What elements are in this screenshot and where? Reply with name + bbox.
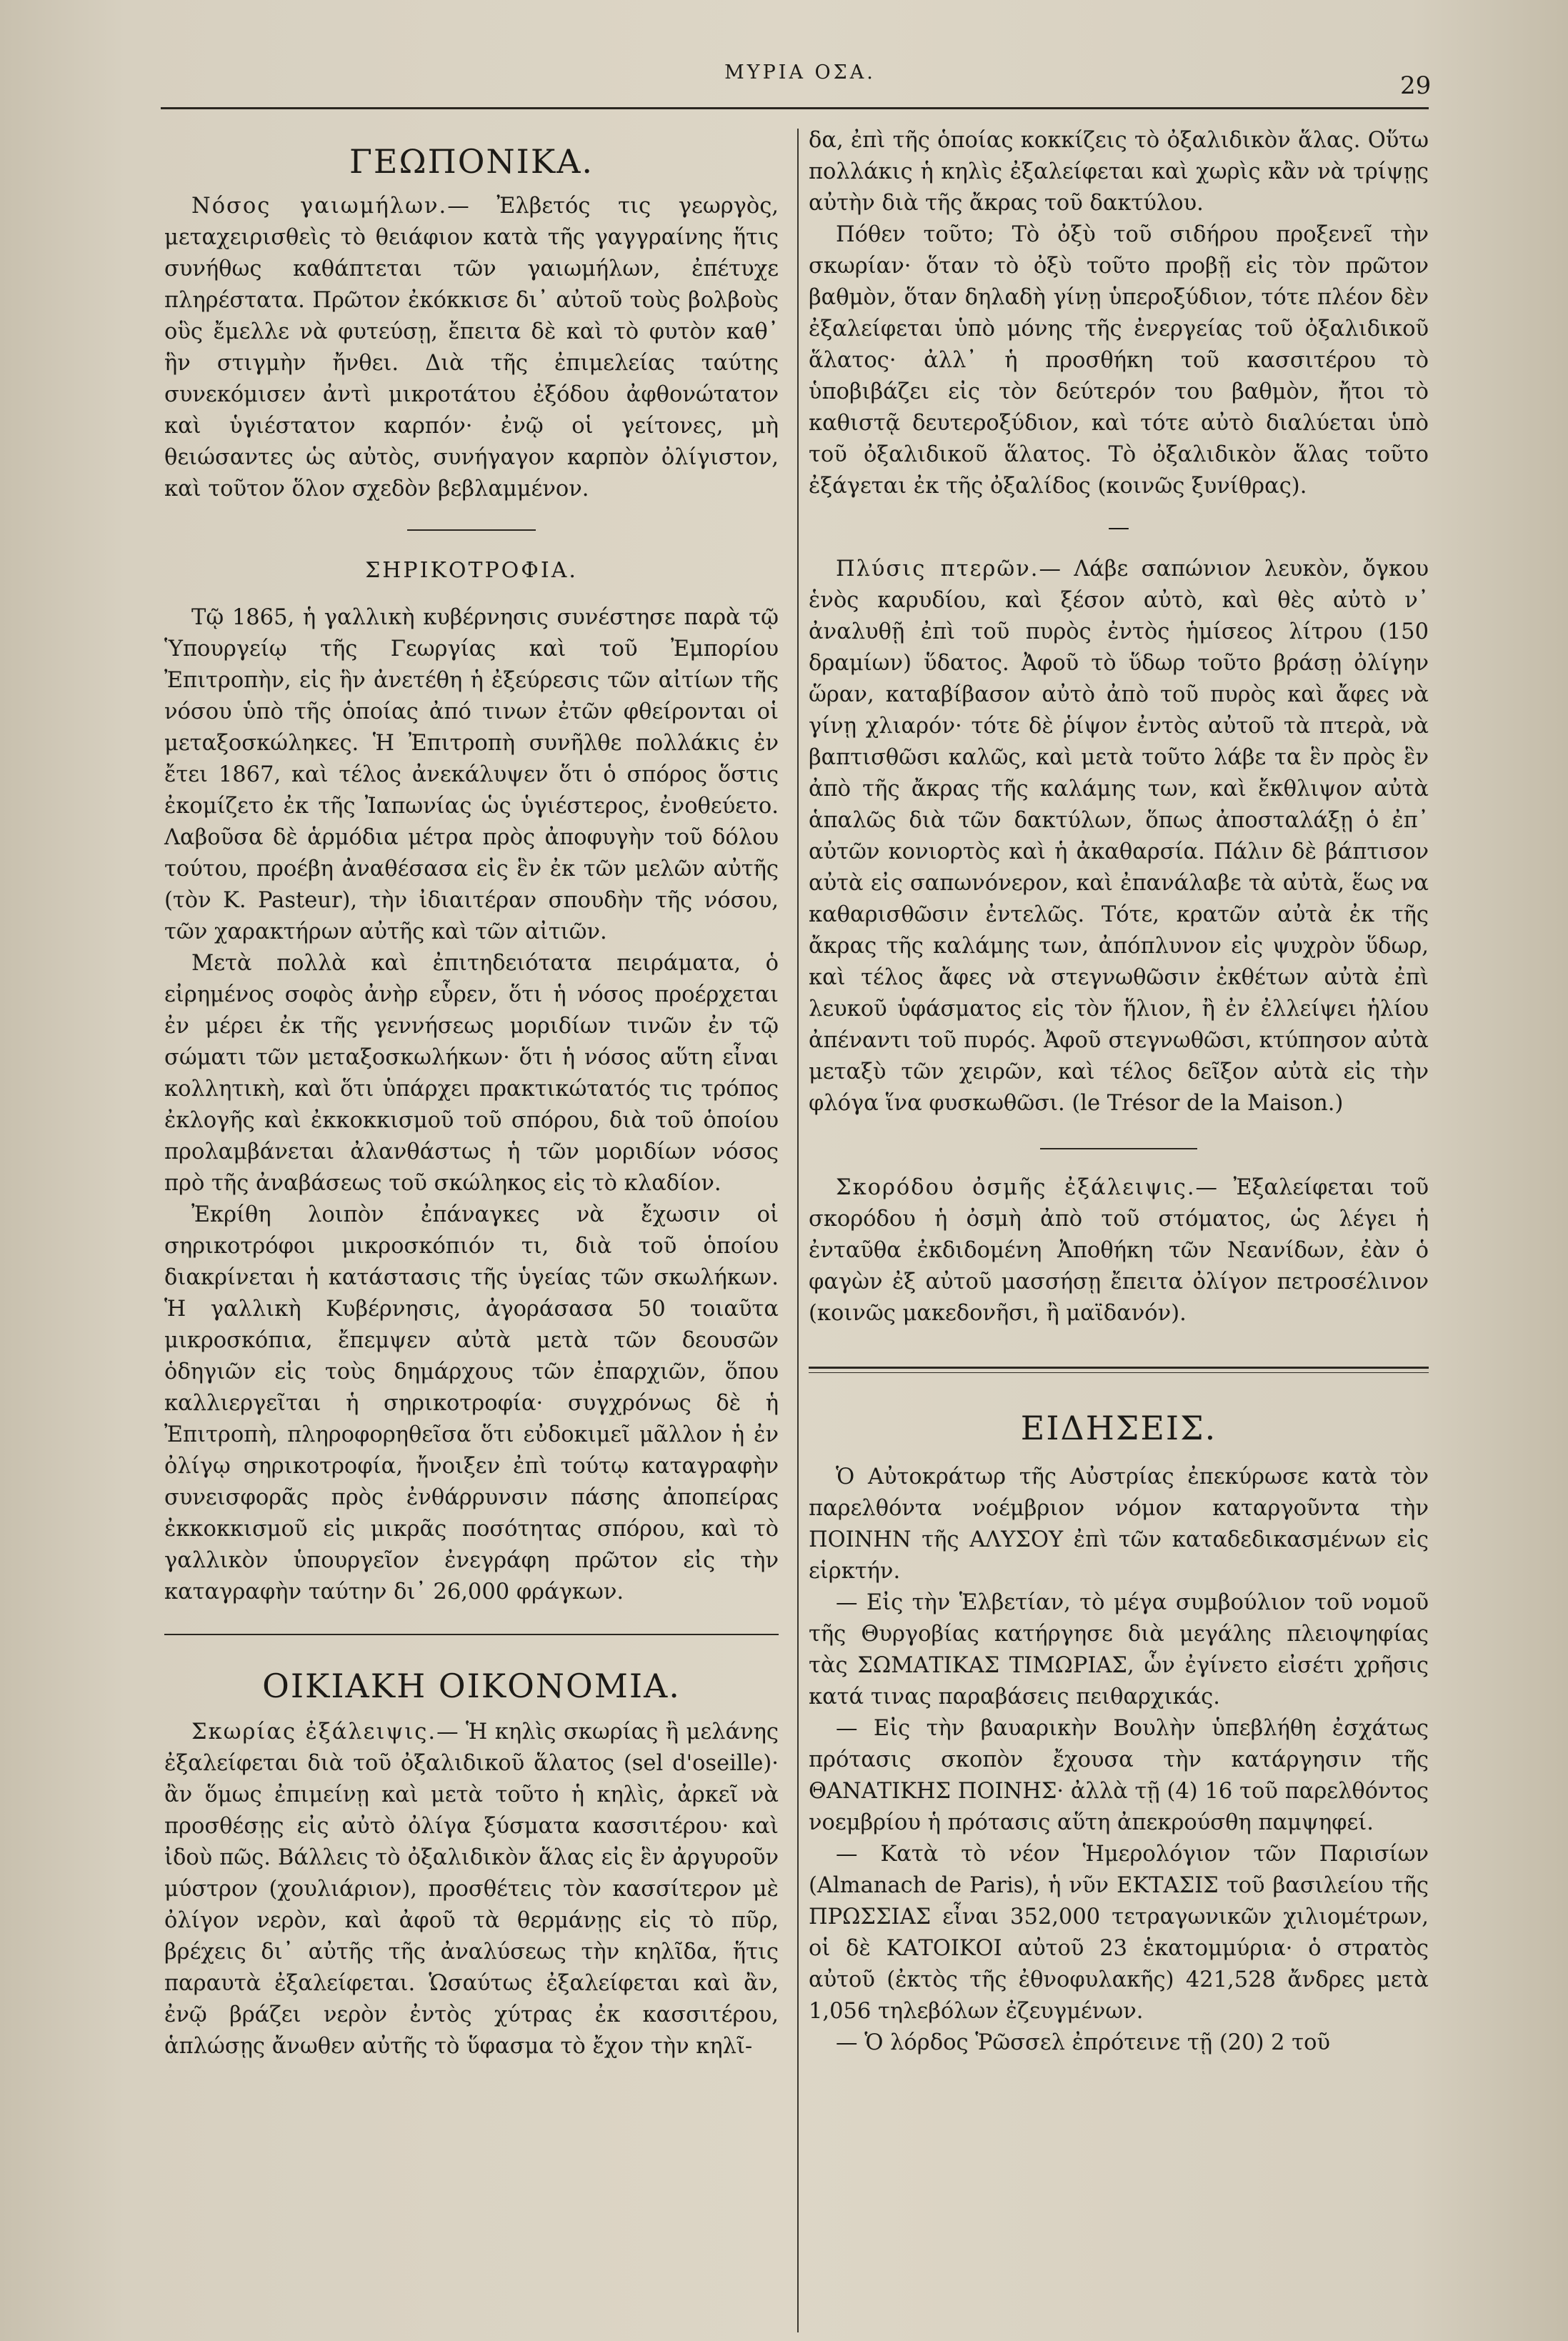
skorodou-paragraph (809, 1172, 1429, 1329)
running-title: ΜΥΡΙΑ ΟΣΑ. (724, 61, 876, 84)
news-item: — Εἰς τὴν Ἑλβετίαν, τὸ μέγα συμβούλιον τοῦ νομοῦ τῆς Θυργοβίας κατήργησε διὰ μεγάλης πλειοψηφίας τὰς ΣΩΜΑΤΙΚΑΣ ΤΙΜΩΡΙΑΣ, ὧν ἐγίνετο εἰσέτι χρῆσις κατά τινας παραβάσεις πειθαρχικάς. (809, 1590, 1429, 1709)
column-divider (797, 129, 799, 2332)
header-rule (161, 107, 1429, 109)
section-double-rule (809, 1367, 1429, 1373)
paragraph-text: — Ἡ κηλὶς σκωρίας ἢ μελάνης ἐξαλείφεται διὰ τοῦ ὀξαλιδικοῦ ἅλατος (sel d'oseille)· ἂν ὅμως ἐπιμείνῃ καὶ μετὰ τοῦτο ἡ κηλὶς, ἀρκεῖ νὰ προσθέσῃς εἰς αὐτὸ ὀλίγα ξύσματα κασσιτέρου· καὶ ἰδοὺ πῶς. Βάλλεις τὸ ὀξαλιδικὸν ἅλας εἰς ἓν ἀργυροῦν μύστρον (χουλιάριον), προσθέτεις τὸν κασσίτερον μὲ ὀλίγον νερὸν, καὶ ἀφοῦ τὰ θερμάνῃς εἰς τὸ πῦρ, βρέχεις δι᾽ αὐτῆς τῆς ἀναλύσεως τὴν κηλῖδα, ἥτις παραυτὰ ἐξαλείφεται. Ὡσαύτως ἐξαλείφεται καὶ ἂν, ἐνῷ βράζει νερὸν ἐντὸς χύτρας ἐκ κασσιτέρου, ἁπλώσῃς ἄνωθεν αὐτῆς τὸ ὕφασμα τὸ ἔχον τὴν κηλῖ- (164, 1719, 779, 2059)
right-column (809, 125, 1429, 2059)
serikotrofia-paragraph: Μετὰ πολλὰ καὶ ἐπιτηδειότατα πειράματα, ὁ εἰρημένος σοφὸς ἀνὴρ εὗρεν, ὅτι ἡ νόσος προέρχεται ἐν μέρει ἐκ τῆς γεννήσεως μοριδίων τινῶν ἐν τῷ σώματι τῶν μεταξοσκωλήκων· ὅτι ἡ νόσος αὕτη εἶναι κολλητικὴ, καὶ ὅτι ὑπάρχει πρακτικώτατός τις τρόπος ἐκλογῆς καὶ ἐκκοκκισμοῦ τοῦ σπόρου, διὰ τοῦ ὁποίου προλαμβάνεται ἀλανθάστως ἡ τῶν μοριδίων νόσος πρὸ τῆς ἀναβάσεως τοῦ σκώληκος εἰς τὸ κλαδίον. (164, 951, 779, 1196)
section-heading-serikotrofia: ΣΗΡΙΚΟΤΡΟΦΙΑ. (365, 558, 578, 583)
news-item: Ὁ Αὐτοκράτωρ τῆς Αὐστρίας ἐπεκύρωσε κατὰ τὸν παρελθόντα νοέμβριον νόμον καταργοῦντα τὴν ΠΟΙΝΗΝ τῆς ΑΛΥΣΟΥ ἐπὶ τῶν καταδεδικασμένων εἰς εἱρκτήν. (809, 1464, 1429, 1584)
oikiaki-paragraph (164, 1717, 779, 2062)
news-item: — Ὁ λόρδος Ῥῶσσελ ἐπρότεινε τῇ (20) 2 τοῦ (836, 2030, 1331, 2055)
paragraph-lead: Σκωρίας ἐξάλειψις. (191, 1719, 437, 1744)
section-heading-eidiseis: ΕΙΔΗΣΕΙΣ. (1020, 1409, 1217, 1447)
paragraph-text: — Λάβε σαπώνιον λευκὸν, ὄγκου ἑνὸς καρυδίου, καὶ ξέσον αὐτὸ, καὶ θὲς αὐτὸ ν᾽ ἀναλυθῇ ἐπὶ τοῦ πυρὸς ἐντὸς ἡμίσεος λίτρου (150 δραμίων) ὕδατος. Ἀφοῦ τὸ ὕδωρ τοῦτο βράσῃ ὀλίγην ὥραν, καταβίβασον αὐτὸ ἀπὸ τοῦ πυρὸς καὶ ἄφες νὰ γίνῃ χλιαρόν· τότε δὲ ῥίψον ἐντὸς αὐτοῦ τὰ πτερὰ, νὰ βαπτισθῶσι καλῶς, καὶ μετὰ τοῦτο λάβε τα ἓν πρὸς ἓν ἀπὸ τῆς ἄκρας τῆς καλάμης των, καὶ ἔκθλιψον αὐτὰ ἁπαλῶς διὰ τῶν δακτύλων, ὅπως ἀποσταλάξῃ ὁ ἐπ᾽ αὐτῶν κονιορτὸς καὶ ἡ ἀκαθαρσία. Πάλιν δὲ βάπτισον αὐτὰ εἰς σαπωνόνερον, καὶ ἐπανάλαβε τὰ αὐτὰ, ἕως να καθαρισθῶσιν ἐντελῶς. Τότε, κρατῶν αὐτὰ ἐκ τῆς ἄκρας τῆς καλάμης των, ἀπόπλυνον εἰς ψυχρὸν ὕδωρ, καὶ τέλος ἄφες νὰ στεγνωθῶσιν ἐκθέτων αὐτὰ ἐπὶ λευκοῦ ὑφάσματος εἰς τὸν ἥλιον, ἢ ἐν ἐλλείψει ἡλίου ἀπέναντι τοῦ πυρός. Ἀφοῦ στεγνωθῶσι, κτύπησον αὐτὰ μεταξὺ τῶν χειρῶν, καὶ τέλος δεῖξον αὐτὰ εἰς τὴν φλόγα ἵνα φυσκωθῶσι. (le Trésor de la Maison.) (809, 556, 1429, 1116)
news-item: — Κατὰ τὸ νέον Ἡμερολόγιον τῶν Παρισίων (Almanach de Paris), ἡ νῦν ΕΚΤΑΣΙΣ τοῦ βασιλείου τῆς ΠΡΩΣΣΙΑΣ εἶναι 352,000 τετραγωνικῶν χιλιομέτρων, οἱ δὲ ΚΑΤΟΙΚΟΙ αὐτοῦ 23 ἑκατομμύρια· ὁ στρατὸς αὐτοῦ (ἐκτὸς τῆς ἐθνοφυλακῆς) 421,528 ἄνδρες μετὰ 1,056 τηλεβόλων ἐζευγμένων. (809, 1842, 1429, 2024)
serikotrofia-paragraph: Ἐκρίθη λοιπὸν ἐπάναγκες νὰ ἔχωσιν οἱ σηρικοτρόφοι μικροσκόπιόν τι, διὰ τοῦ ὁποίου διακρίνεται ἡ κατάστασις τῆς ὑγείας τῶν σκωλήκων. Ἡ γαλλικὴ Κυβέρνησις, ἀγοράσασα 50 τοιαῦτα μικροσκόπια, ἔπεμψεν αὐτὰ μετὰ τῶν δεουσῶν ὁδηγιῶν εἰς τοὺς δημάρχους τῶν ἐπαρχιῶν, ὅπου καλλιεργεῖται ἡ σηρικοτροφία· συγχρόνως δὲ ἡ Ἐπιτροπὴ, πληροφορηθεῖσα ὅτι εὐδοκιμεῖ μᾶλλον ἡ ἐν ὀλίγῳ σηρικοτροφία, ἤνοιξεν ἐπὶ τούτῳ καταγραφὴν συνεισφορᾶς πρὸς ἐνθάρρυνσιν πάσης ἀποπείρας ἐκκοκκισμοῦ εἰς μικρᾶς ποσότητας σπόρου, καὶ τὸ γαλλικὸν ὑπουργεῖον ἐνεγράφη πρῶτον εἰς τὴν καταγραφὴν ταύτην δι᾽ 26,000 φράγκων. (164, 1202, 779, 1604)
paragraph-lead: Νόσος γαιωμήλων. (191, 194, 448, 219)
plyseis-paragraph (809, 554, 1429, 1119)
separator-dash: — (1107, 515, 1130, 540)
georgika-paragraph (164, 191, 779, 505)
section-heading-oikiaki: ΟΙΚΙΑΚΗ ΟΙΚΟΝΟΜΙΑ. (262, 1667, 681, 1705)
paragraph-lead: Σκορόδου ὀσμῆς ἐξάλειψις. (836, 1175, 1196, 1200)
paragraph-lead: Πλύσις πτερῶν. (836, 556, 1039, 581)
news-item: — Εἰς τὴν βαυαρικὴν Βουλὴν ὑπεβλήθη ἐσχάτως πρότασις σκοπὸν ἔχουσα τὴν κατάργησιν τῆς ΘΑΝΑΤΙΚΗΣ ΠΟΙΝΗΣ· ἀλλὰ τῇ (4) 16 τοῦ παρελθόντος νοεμβρίου ἡ πρότασις αὕτη ἀπεκρούσθη παμψηφεί. (809, 1716, 1429, 1835)
section-heading-georgika: ΓΕΩΠΟΝΙΚΑ. (349, 142, 594, 181)
left-column (164, 125, 779, 2062)
paragraph-text: — Ἐξαλείφεται τοῦ σκορόδου ἡ ὀσμὴ ἀπὸ τοῦ στόματος, ὡς λέγει ἡ ἐνταῦθα ἐκδιδομένη Ἀποθήκη τῶν Νεανίδων, ἐὰν ὁ φαγὼν ἐξ αὐτοῦ μασσήσῃ ἔπειτα ὀλίγον πετροσέλινον (κοινῶς μακεδονῆσι, ἢ μαϊδανόν). (809, 1175, 1429, 1326)
continued-paragraph: δα, ἐπὶ τῆς ὁποίας κοκκίζεις τὸ ὀξαλιδικὸν ἅλας. Οὕτω πολλάκις ἡ κηλὶς ἐξαλείφεται καὶ χωρὶς κἂν νὰ τρίψῃς αὐτὴν διὰ τῆς ἄκρας τοῦ δακτύλου. (809, 128, 1429, 216)
serikotrofia-paragraph: Τῷ 1865, ἡ γαλλικὴ κυβέρνησις συνέστησε παρὰ τῷ Ὑπουργείῳ τῆς Γεωργίας καὶ τοῦ Ἐμπορίου Ἐπιτροπὴν, εἰς ἣν ἀνετέθη ἡ ἐξεύρεσις τῶν αἰτίων τῆς νόσου ὑπὸ τῆς ὁποίας ἀπό τινων ἐτῶν φθείρονται οἱ μεταξοσκώληκες. Ἡ Ἐπιτροπὴ συνῆλθε πολλάκις ἐν ἔτει 1867, καὶ τέλος ἀνεκάλυψεν ὅτι ὁ σπόρος ὅστις ἐκομίζετο ἐκ τῆς Ἰαπωνίας ὡς ὑγιέστερος, ἐνοθεύετο. Λαβοῦσα δὲ ἁρμόδια μέτρα πρὸς ἀποφυγὴν τοῦ δόλου τούτου, προέβη ἀναθέσασα εἰς ἓν ἐκ τῶν μελῶν αὐτῆς (τὸν Κ. Pasteur), τὴν ἰδιαιτέραν σπουδὴν τῆς νόσου, τῶν χαρακτήρων αὐτῆς καὶ τῶν αἰτιῶν. (164, 605, 779, 944)
paragraph: Πόθεν τοῦτο; Τὸ ὀξὺ τοῦ σιδήρου προξενεῖ τὴν σκωρίαν· ὅταν τὸ ὀξὺ τοῦτο προβῇ εἰς τὸν πρῶτον βαθμὸν, ὅταν δηλαδὴ γίνῃ ὑπεροξύδιον, τότε πλέον δὲν ἐξαλείφεται ὑπὸ μόνης τῆς ἐνεργείας τοῦ ὀξαλιδικοῦ ἅλατος· ἀλλ᾽ ἡ προσθήκη τοῦ κασσιτέρου τὸ ὑποβιβάζει εἰς τὸν δεύτερόν του βαθμὸν, ἤτοι τὸ καθιστᾷ δευτεροξύδιον, καὶ τότε αὐτὸ διαλύεται ὑπὸ τοῦ ὀξαλιδικοῦ ἅλατος. Τὸ ὀξαλιδικὸν ἅλας τοῦτο ἐξάγεται ἐκ τῆς ὀξαλίδος (κοινῶς ξυνίθρας). (809, 222, 1429, 499)
page-number: 29 (1400, 71, 1432, 100)
paragraph-text: — Ἐλβετός τις γεωργὸς, μεταχειρισθεὶς τὸ θειάφιον κατὰ τῆς γαγγραίνης ἥτις συνήθως καθάπτεται τῶν γαιωμήλων, ἐπέτυχε πληρέστατα. Πρῶτον ἐκόκκισε δι᾽ αὐτοῦ τοὺς βολβοὺς οὓς ἔμελλε νὰ φυτεύσῃ, ἔπειτα δὲ καὶ τὸ φυτὸν καθ᾽ ἣν στιγμὴν ἤνθει. Διὰ τῆς ἐπιμελείας ταύτης συνεκόμισεν ἀντὶ μικροτάτου ἐξόδου ἀφθονώτατον καὶ ὑγιέστατον καρπόν· ἐνῷ οἱ γείτονες, μὴ θειώσαντες ὡς αὐτὸς, συνήγαγον καρπὸν ὀλίγιστον, καὶ τοῦτον ὅλον σχεδὸν βεβλαμμένον. (164, 194, 779, 501)
